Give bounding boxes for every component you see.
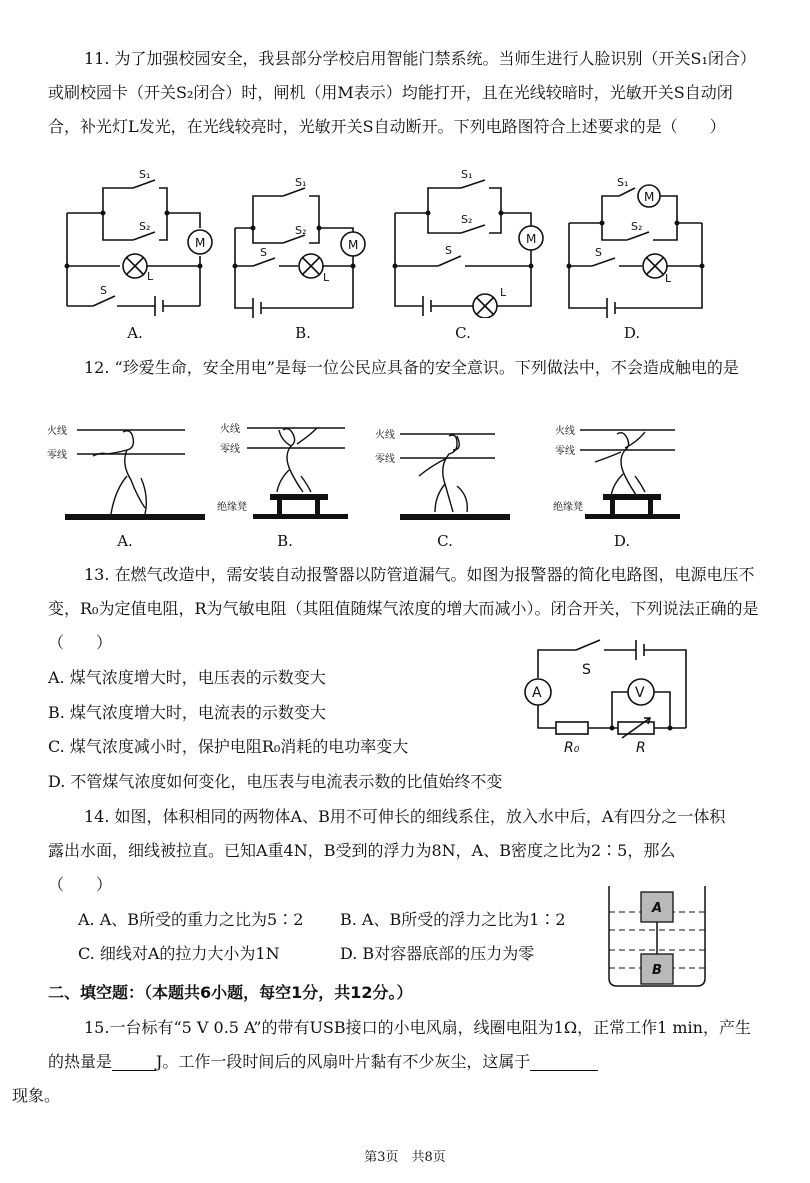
q14-container-figure [605,884,709,988]
label-s: S [260,246,267,259]
q15-part1: 15.一台标有“5 V 0.5 A”的带有USB接口的小电风扇，线圈电阻为1Ω，正常工作1 min，产生的热量是 [48,1018,751,1071]
q12-electric-safety-figures [45,418,755,530]
q11-option-a: A. [127,324,143,342]
label-s2: S₂ [295,224,307,237]
label-r: R [636,740,646,756]
label-l: L [500,286,507,299]
label-r0: R₀ [564,740,580,756]
q14-option-b: B. A、B所受的浮力之比为1∶2 [340,910,566,929]
label-neutral-wire: 零线 [47,450,67,461]
label-s: S [445,244,452,257]
q15-part2: J。工作一段时间后的风扇叶片黏有不少灰尘，这属于 [156,1052,531,1071]
question-12-text: 12. “珍爱生命，安全用电”是每一位公民应具备的安全意识。下列做法中，不会造成触电的是 [84,358,739,377]
label-s2: S₂ [631,220,643,233]
voltmeter-label: V [635,685,645,701]
ammeter-label: A [532,685,542,701]
label-s1: S₁ [139,168,151,181]
q12-option-a: A. [117,532,133,550]
q11-option-b: B. [295,324,311,342]
q14-option-d: D. B对容器底部的压力为零 [340,944,535,963]
label-m: M [348,238,359,252]
q12-option-d: D. [613,532,631,550]
label-live-wire: 火线 [375,430,395,441]
label-m: M [526,232,537,246]
block-b-label: B [652,963,662,978]
block-a-label: A [652,901,663,916]
question-14-text: 14. 如图，体积相同的两物体A、B用不可伸长的细线系住，放入水中后，A有四分之一体积露出水面，细线被拉直。已知A重4N，B受到的浮力为8N，A、B密度之比为2∶5，那么（ ） [48,807,726,894]
q12-option-c: C. [437,532,453,550]
label-m: M [195,236,206,250]
question-11-text: 11. 为了加强校园安全，我县部分学校启用智能门禁系统。当师生进行人脸识别（开关S₁闭合）或刷校园卡（开关S₂闭合）时，闸机（用M表示）均能打开，且在光线较暗时，光敏开关S自动闭合，补光灯L发光，在光线较亮时，光敏开关S自动断开。下列电路图符合上述要求的是（ ） [48,49,756,136]
q11-option-d: D. [623,324,641,342]
q13-option-a: A. 煤气浓度增大时，电压表的示数变大 [48,668,326,687]
q13-alarm-circuit [518,634,698,762]
label-m: M [644,190,655,204]
question-15-text [12,1011,762,1113]
circuit-a [67,180,212,316]
q13-option-b: B. 煤气浓度增大时，电流表的示数变大 [48,703,326,722]
q15-part3: 现象。 [12,1086,61,1105]
label-live-wire: 火线 [220,424,240,435]
circuit-c [395,180,543,318]
page-footer: 第3页 共8页 [364,1150,446,1165]
label-s: S [595,246,602,259]
q14-option-c: C. 细线对A的拉力大小为1N [78,944,280,963]
q13-option-c: C. 煤气浓度减小时，保护电阻R₀消耗的电功率变大 [48,737,409,756]
section-heading-fill-in: 二、填空题：（本题共6小题，每空1分，共12分。） [48,983,413,1002]
label-s1: S₁ [461,168,473,181]
q12-option-b: B. [277,532,293,550]
label-l: L [147,270,154,283]
label-s1: S₁ [617,176,629,189]
label-switch-s: S [582,662,591,678]
label-neutral-wire: 零线 [555,446,575,457]
q13-option-d: D. 不管煤气浓度如何变化，电压表与电流表示数的比值始终不变 [48,772,503,791]
circuit-d [569,185,702,318]
q15-blank-heat[interactable] [112,1052,156,1071]
label-insulating-stool: 绝缘凳 [553,502,583,513]
q11-option-c: C. [455,324,471,342]
label-s: S [100,284,107,297]
label-s2: S₂ [139,220,151,233]
q11-circuit-diagrams [55,168,755,318]
circuit-b [235,188,365,318]
question-13-text: 13. 在燃气改造中，需安装自动报警器以防管道漏气。如图为报警器的简化电路图，电源电压不变，R₀为定值电阻，R为气敏电阻（其阻值随煤气浓度的增大而减小）。闭合开关，下列说法正确的是（ ） [48,565,759,652]
label-l: L [323,271,330,284]
label-s1: S₁ [295,176,307,189]
label-live-wire: 火线 [47,426,67,437]
label-insulating-stool: 绝缘凳 [217,502,247,513]
label-s2: S₂ [461,213,473,226]
label-live-wire: 火线 [555,426,575,437]
label-neutral-wire: 零线 [375,454,395,465]
label-l: L [665,272,672,285]
q14-option-a: A. A、B所受的重力之比为5∶2 [78,910,304,929]
q15-blank-phenomenon[interactable] [530,1052,598,1071]
label-neutral-wire: 零线 [220,444,240,455]
